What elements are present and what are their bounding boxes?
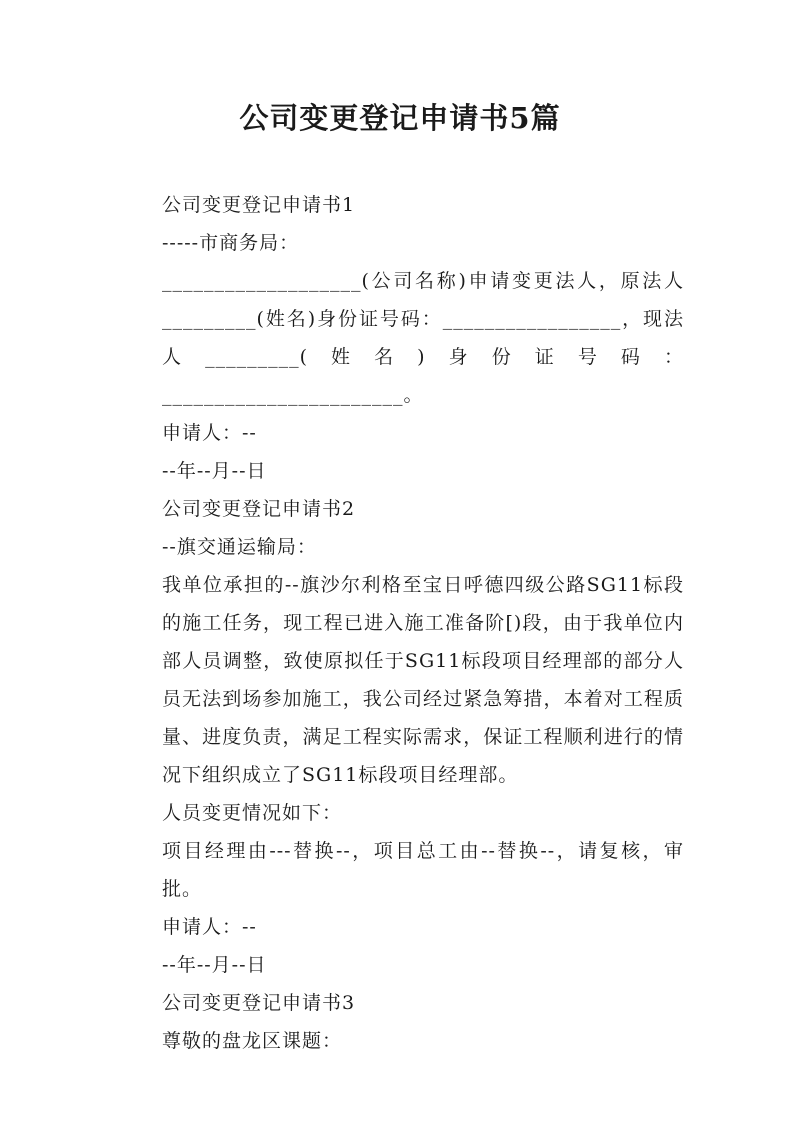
document-title: 公司变更登记申请书5篇 [239,101,561,135]
paragraph: 项目经理由---替换--，项目总工由--替换--，请复核，审批。 [162,840,684,900]
paragraph: 公司变更登记申请书1 [162,194,356,216]
paragraph: --年--月--日 [162,954,267,976]
paragraph: 我单位承担的--旗沙尔利格至宝日呼德四级公路SG11标段的施工任务，现工程已进入施工准备阶[)段，由于我单位内部人员调整，致使原拟任于SG11标段项目经理部的部分人员无法到场参加施工，我公司经过紧急筹措，本着对工程质量、进度负责，满足工程实际需求，保证工程顺利进行的情况下组织成立了SG11标段项目经理部。 [162,574,684,786]
paragraph: 申请人：-- [162,916,257,938]
paragraph: 尊敬的盘龙区课题： [162,1030,343,1052]
paragraph: -----市商务局： [162,232,300,254]
paragraph: --年--月--日 [162,460,267,482]
document-body [122,186,684,1060]
paragraph: ___________________(公司名称)申请变更法人，原法人_________(姓名)身份证号码：_________________，现法人_________(姓名)身份证号码：_______________________。 [162,270,684,406]
paragraph: 公司变更登记申请书2 [162,498,356,520]
paragraph: 申请人：-- [162,422,257,444]
paragraph: 公司变更登记申请书3 [162,992,356,1014]
paragraph: 人员变更情况如下： [162,802,343,824]
paragraph: --旗交通运输局： [162,536,317,558]
